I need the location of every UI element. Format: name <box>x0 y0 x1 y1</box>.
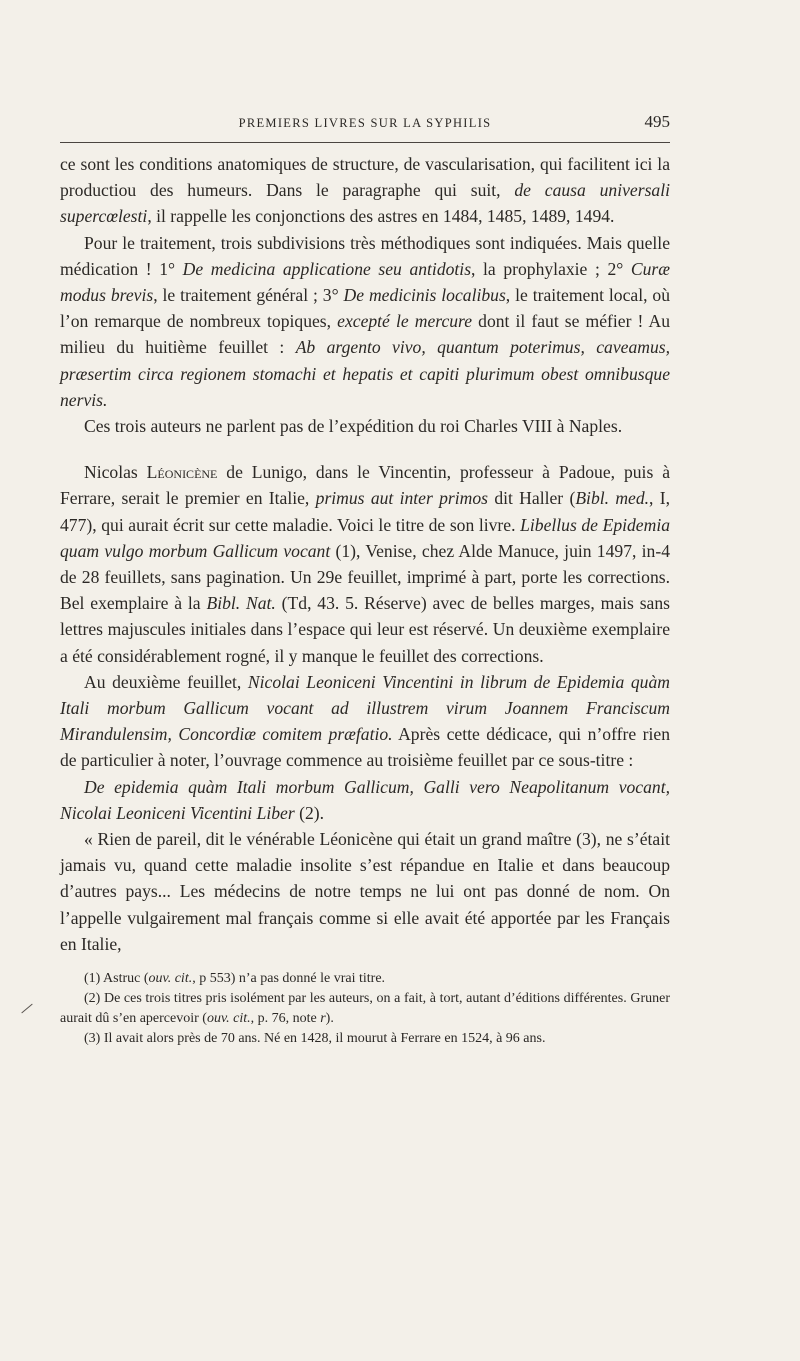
italic-run: De medicina applicatione seu antidotis <box>182 258 472 279</box>
body-text <box>60 151 670 957</box>
paragraph <box>60 459 670 669</box>
text-run: Pour le traitement, trois subdivisions très méthodiques sont indiquées. Mais quelle médication ! 1° <box>60 232 670 279</box>
italic-run: Ab argento vivo, quantum poterimus, caveamus, præsertim circa regionem stomachi et hepatis et capiti plurimum obest omnibusque nervis. <box>60 337 670 410</box>
text-run: de Lunigo, dans le Vincentin, professeur à Padoue, puis à Ferrare, serait le premier en Italie, <box>60 462 670 509</box>
running-title: PREMIERS LIVRES SUR LA SYPHILIS <box>238 116 492 130</box>
italic-run: ouv. cit. <box>206 1011 251 1027</box>
italic-run: Bibl. Nat. <box>206 593 276 614</box>
italic-run: Libellus de Epidemia quam vulgo morbum Gallicum vocant <box>60 514 671 561</box>
footnote <box>60 989 670 1029</box>
text-run: dit Haller ( <box>488 488 576 509</box>
text-run: , le traitement local, où l’on remarque de nombreux topiques, <box>60 285 671 332</box>
text-run: Nicolas <box>84 462 147 483</box>
text-run: « Rien de pareil, dit le vénérable Léonicène qui était un grand maître (3), ne s’était jamais vu, quand cette maladie insolite s’est répandue en Italie et dans beaucoup d’autres pays... Les médecins de notre temps ne lui ont pas donné de nom. On l’appelle vulgairement mal français comme si elle avait été apportée par les Français en Italie, <box>60 829 670 954</box>
paragraph <box>60 826 670 957</box>
book-page <box>60 112 670 1049</box>
footnote <box>60 969 670 989</box>
text-run: , il rappelle les conjonctions des astres en 1484, 1485, 1489, 1494. <box>147 206 615 227</box>
text-run: , p. 76, note <box>250 1011 321 1027</box>
text-run: (Td, 43. 5. Réserve) avec de belles marges, mais sans lettres majuscules initiales dans l’espace qui leur est réservé. Un deuxième exemplaire a été considérablement rogné, il y manque le feuillet des corrections. <box>60 593 671 666</box>
running-head <box>60 112 670 134</box>
text-run: , le traitement général ; 3° <box>153 285 344 306</box>
paragraph <box>60 413 670 439</box>
text-run: Léonicène <box>146 462 218 483</box>
page-number: 495 <box>644 112 670 131</box>
footnote <box>60 1029 670 1049</box>
text-run: Ces trois auteurs ne parlent pas de l’expédition du roi Charles VIII à Naples. <box>84 416 623 437</box>
paragraph <box>60 230 670 413</box>
text-run: , p 553) n’a pas donné le vrai titre. <box>192 971 386 987</box>
italic-run: Bibl. med. <box>575 488 650 509</box>
margin-pencil-mark <box>21 1004 32 1014</box>
text-run: (1) Astruc ( <box>84 971 149 987</box>
text-run: Au deuxième feuillet, <box>84 671 248 692</box>
paragraph <box>60 669 670 774</box>
text-run: Après cette dédicace, qui n’offre rien de particulier à noter, l’ouvrage commence au troisième feuillet par ce sous-titre : <box>60 724 671 771</box>
text-run: , la prophylaxie ; 2° <box>471 258 631 279</box>
text-run: (2). <box>294 802 325 823</box>
italic-run: Curæ modus brevis <box>60 258 671 306</box>
italic-run: r <box>320 1011 326 1027</box>
text-run: , I, 477), qui aurait écrit sur cette maladie. Voici le titre de son livre. <box>60 488 671 535</box>
italic-run: excepté le mercure <box>337 311 473 332</box>
text-run: (1), Venise, chez Alde Manuce, juin 1497, in-4 de 28 feuillets, sans pagination. Un 29e feuillet, imprimé à part, porte les corrections. Bel exemplaire à la <box>60 540 670 614</box>
italic-run: Nicolai Leoniceni Vincentini in librum de Epidemia quàm Itali morbum Gallicum vocant ad illustrem virum Joannem Franciscum Mirandulensim, Concordiæ comitem præfatio. <box>60 671 670 745</box>
text-run: ce sont les conditions anatomiques de structure, de vascularisation, qui facilitent ici la productiou des humeurs. Dans le paragraphe qui suit, <box>60 154 670 201</box>
footnotes <box>60 969 670 1049</box>
italic-run: de causa universali supercœlesti <box>60 180 670 227</box>
text-run: dont il faut se méfier ! Au milieu du huitième feuillet : <box>60 311 671 358</box>
paragraph <box>60 151 670 230</box>
header-rule <box>60 142 670 143</box>
text-run: (2) De ces trois titres pris isolément par les auteurs, on a fait, à tort, autant d’éditions différentes. Gruner aurait dû s’en apercevoir ( <box>60 991 670 1027</box>
italic-run: ouv. cit. <box>148 971 193 987</box>
italic-run: De medicinis localibus <box>343 285 506 306</box>
text-run: (3) Il avait alors près de 70 ans. Né en 1428, il mourut à Ferrare en 1524, à 96 ans. <box>84 1031 546 1047</box>
paragraph <box>60 774 670 826</box>
italic-run: De epidemia quàm Itali morbum Gallicum, Galli vero Neapolitanum vocant, Nicolai Leoniceni Vicentini Liber <box>60 776 670 823</box>
text-run: ). <box>325 1011 334 1027</box>
italic-run: primus aut inter primos <box>315 488 489 509</box>
